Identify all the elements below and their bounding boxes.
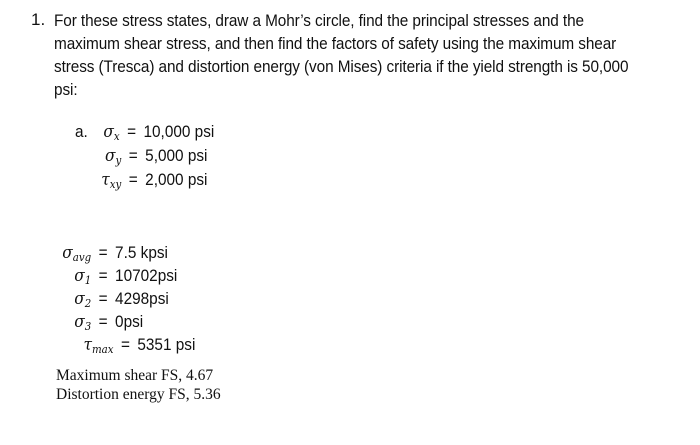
sigma-avg-symbol: $\sigma_{avg}$ [62,243,92,264]
result-sigma-3-row [54,312,143,333]
equals-sign: = [128,147,138,165]
problem-line-1: For these stress states, draw a Mohr’s circle, find the principal stresses and the [54,12,584,30]
max-shear-fs-text: Maximum shear FS, 4.67 [56,367,214,384]
problem-number: 1. [31,10,46,29]
given-tau-xy-row [99,170,207,191]
distortion-energy-fs-text: Distortion energy FS, 5.36 [56,386,221,403]
equals-sign: = [128,171,138,189]
sigma-1-value: 10702psi [115,267,178,285]
sigma-3-value: 0psi [115,313,144,331]
tau-max-symbol: $\tau_{max}$ [83,335,114,356]
equals-sign: = [98,290,108,308]
result-sigma-1-row [54,266,177,287]
part-label: a. [75,123,88,141]
problem-line-4: psi: [54,81,78,99]
problem-line-2: maximum shear stress, and then find the factors of safety using the maximum shear [54,35,617,53]
sigma-avg-value: 7.5 kpsi [115,244,168,262]
problem-statement [54,10,649,102]
sigma-2-symbol: $\sigma_2$ [74,289,92,310]
equals-sign: = [98,313,108,331]
equals-sign: = [98,244,108,262]
sigma-x-symbol: $\sigma_x$ [103,122,120,143]
equals-sign: = [120,336,130,354]
result-tau-max-row [54,335,195,356]
result-sigma-2-row [54,289,169,310]
tau-max-value: 5351 psi [137,336,196,354]
sigma-2-value: 4298psi [115,290,169,308]
sigma-y-value: 5,000 psi [145,147,208,165]
given-sigma-x-row [75,122,214,143]
sigma-3-symbol: $\sigma_3$ [74,312,92,333]
equals-sign: = [98,267,108,285]
sigma-1-symbol: $\sigma_1$ [74,266,92,287]
sigma-x-value: 10,000 psi [143,123,215,141]
sigma-y-symbol: $\sigma_y$ [105,146,122,167]
problem-line-3: stress (Tresca) and distortion energy (von Mises) criteria if the yield strength is 50,000 [54,58,629,76]
tau-xy-symbol: $\tau_{xy}$ [101,170,122,191]
equals-sign: = [127,123,137,141]
given-sigma-y-row [99,146,207,167]
result-sigma-avg-row [54,243,168,264]
tau-xy-value: 2,000 psi [145,171,208,189]
